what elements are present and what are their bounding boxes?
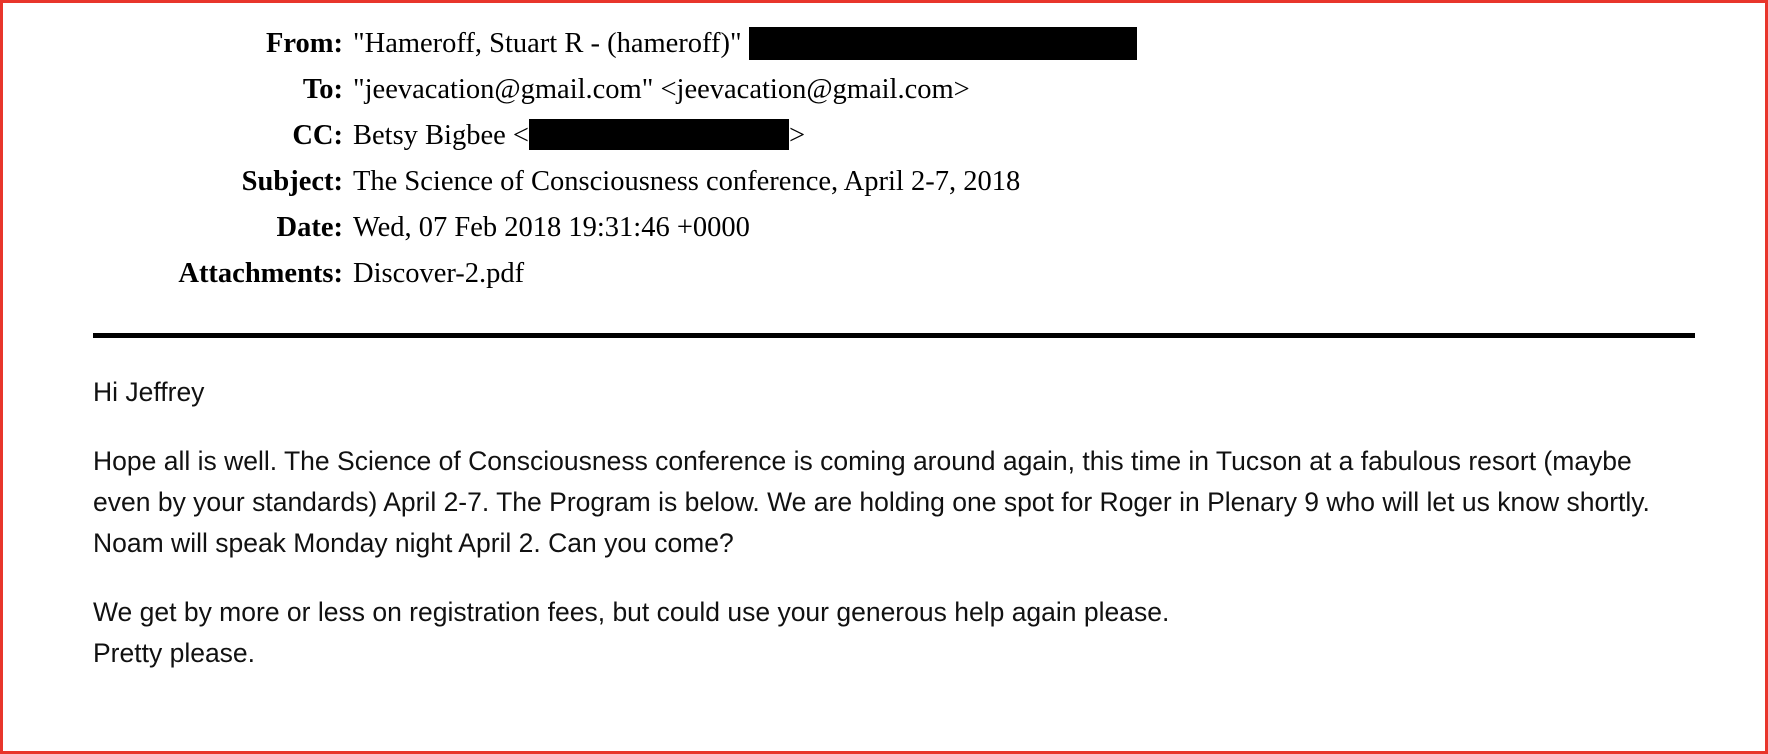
header-value-cc bbox=[353, 113, 1768, 159]
email-body bbox=[93, 338, 1695, 674]
header-value-from-text: "Hameroff, Stuart R - (hameroff)" bbox=[353, 28, 742, 59]
header-value-from bbox=[353, 21, 1768, 67]
header-label-cc: CC: bbox=[292, 120, 343, 151]
header-value-attachments: Discover-2.pdf bbox=[353, 258, 525, 289]
body-paragraph-2-line-1: We get by more or less on registration fees, but could use your generous help again please. bbox=[93, 597, 1170, 627]
header-row-attachments bbox=[93, 251, 1768, 297]
email-header-table bbox=[93, 21, 1768, 297]
header-row-from bbox=[93, 21, 1768, 67]
header-value-subject: The Science of Consciousness conference, April 2-7, 2018 bbox=[353, 166, 1021, 197]
header-value-cc-text: Betsy Bigbee < bbox=[353, 120, 529, 151]
body-paragraph-1: Hope all is well. The Science of Consciousness conference is coming around again, this time in Tucson at a fabulous resort (maybe even by your standards) April 2-7. The Program is below. We are holding one spot for Roger in Plenary 9 who will let us know shortly. Noam will speak Monday night April 2. Can you come? bbox=[93, 446, 1650, 558]
header-label-date: Date: bbox=[276, 212, 343, 243]
from-address-redaction bbox=[749, 27, 1137, 60]
header-value-date: Wed, 07 Feb 2018 19:31:46 +0000 bbox=[353, 212, 750, 243]
header-label-subject: Subject: bbox=[241, 166, 343, 197]
header-label-from: From: bbox=[265, 28, 343, 59]
header-label-to: To: bbox=[302, 74, 343, 105]
cc-address-redaction bbox=[529, 119, 789, 150]
header-row-cc bbox=[93, 113, 1768, 159]
header-value-to: "jeevacation@gmail.com" <jeevacation@gmail.com> bbox=[353, 74, 970, 105]
header-value-cc-text-after: > bbox=[788, 120, 806, 151]
header-row-subject bbox=[93, 159, 1768, 205]
body-greeting: Hi Jeffrey bbox=[93, 377, 205, 407]
header-row-date bbox=[93, 205, 1768, 251]
body-paragraph-2-line-2: Pretty please. bbox=[93, 638, 256, 668]
header-row-to bbox=[93, 67, 1768, 113]
header-label-attachments: Attachments: bbox=[178, 258, 343, 289]
document-content bbox=[3, 3, 1765, 751]
